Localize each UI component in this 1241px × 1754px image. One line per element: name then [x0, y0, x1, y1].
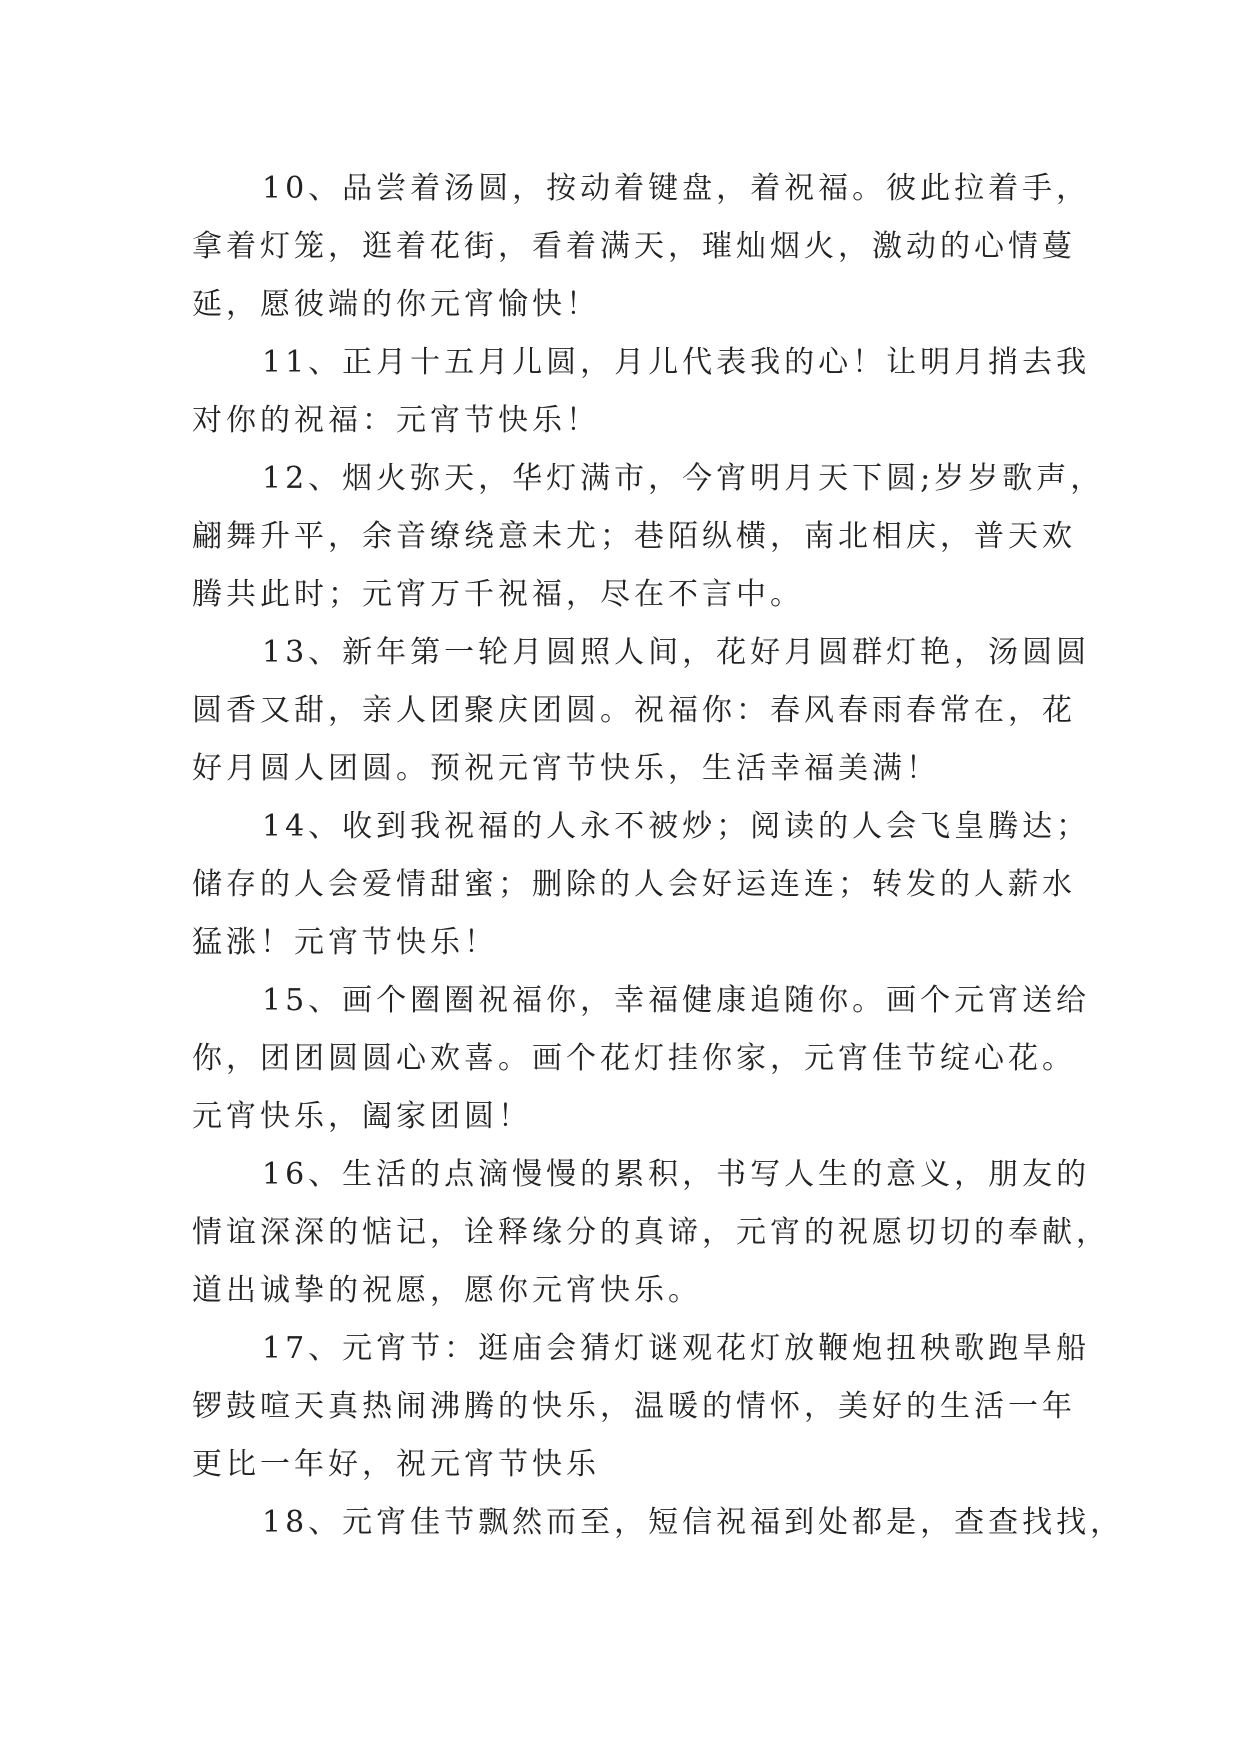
text-line: 对你的祝福：元宵节快乐！: [192, 403, 600, 438]
paragraph-17: [192, 1320, 1091, 1494]
text-line: 猛涨！元宵节快乐！: [192, 925, 498, 960]
text-line: 锣鼓喧天真热闹沸腾的快乐，温暖的情怀，美好的生活一年: [192, 1389, 1076, 1424]
paragraph-16: [192, 1146, 1110, 1320]
text-line: 15、画个圈圈祝福你，幸福健康追随你。画个元宵送给: [262, 983, 1091, 1018]
text-line: 16、生活的点滴慢慢的累积，书写人生的意义，朋友的: [262, 1157, 1091, 1192]
text-line: 更比一年好，祝元宵节快乐: [192, 1447, 600, 1482]
paragraph-18: [192, 1494, 1125, 1552]
text-line: 圆香又甜，亲人团聚庆团圆。祝福你：春风春雨春常在，花: [192, 693, 1076, 728]
text-line: 元宵快乐，阖家团圆！: [192, 1099, 532, 1134]
text-line: 道出诚挚的祝愿，愿你元宵快乐。: [192, 1273, 702, 1308]
text-line: 情谊深深的惦记，诠释缘分的真谛，元宵的祝愿切切的奉献，: [192, 1215, 1110, 1250]
text-line: 翩舞升平，余音缭绕意未尤；巷陌纵横，南北相庆，普天欢: [192, 519, 1076, 554]
paragraph-11: [192, 334, 1091, 450]
text-line: 好月圆人团圆。预祝元宵节快乐，生活幸福美满！: [192, 751, 940, 786]
text-line: 17、元宵节：逛庙会猜灯谜观花灯放鞭炮扭秧歌跑旱船: [262, 1331, 1091, 1366]
text-line: 11、正月十五月儿圆，月儿代表我的心！让明月捎去我: [262, 345, 1091, 380]
text-line: 拿着灯笼，逛着花街，看着满天，璀灿烟火，激动的心情蔓: [192, 229, 1076, 264]
text-line: 12、烟火弥天，华灯满市，今宵明月天下圆;岁岁歌声，: [262, 461, 1105, 496]
document-body: [192, 160, 1125, 1552]
text-line: 延，愿彼端的你元宵愉快！: [192, 287, 600, 322]
paragraph-10: [192, 160, 1091, 334]
text-line: 腾共此时；元宵万千祝福，尽在不言中。: [192, 577, 804, 612]
text-line: 10、品尝着汤圆，按动着键盘，着祝福。彼此拉着手，: [262, 171, 1091, 206]
paragraph-12: [192, 450, 1105, 624]
paragraph-14: [192, 798, 1091, 972]
text-line: 储存的人会爱情甜蜜；删除的人会好运连连；转发的人薪水: [192, 867, 1076, 902]
text-line: 13、新年第一轮月圆照人间，花好月圆群灯艳，汤圆圆: [262, 635, 1091, 670]
paragraph-15: [192, 972, 1091, 1146]
paragraph-13: [192, 624, 1091, 798]
text-line: 18、元宵佳节飘然而至，短信祝福到处都是，查查找找，: [262, 1505, 1125, 1540]
text-line: 14、收到我祝福的人永不被炒；阅读的人会飞皇腾达；: [262, 809, 1091, 844]
text-line: 你，团团圆圆心欢喜。画个花灯挂你家，元宵佳节绽心花。: [192, 1041, 1076, 1076]
